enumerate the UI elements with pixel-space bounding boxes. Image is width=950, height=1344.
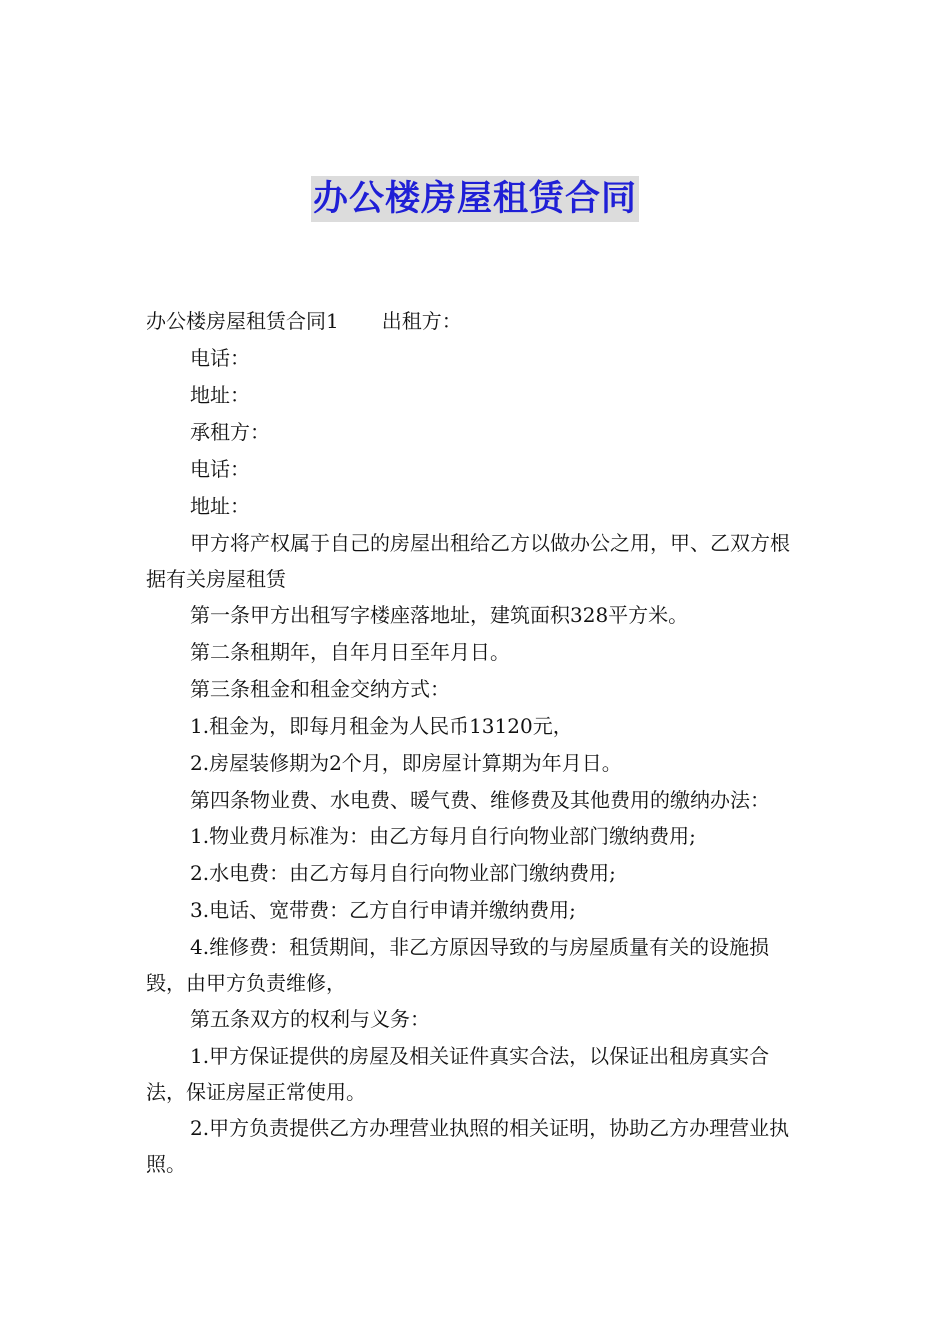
paragraph: 地址： (190, 494, 250, 518)
paragraph: 地址： (190, 383, 250, 407)
paragraph: 2.甲方负责提供乙方办理营业执照的相关证明，协助乙方办理营业执照。 (146, 1116, 790, 1176)
paragraph: 第三条租金和租金交纳方式： (190, 677, 450, 701)
paragraph: 电话： (190, 346, 250, 370)
paragraph: 第一条甲方出租写字楼座落地址，建筑面积328平方米。 (190, 603, 689, 627)
paragraph: 2.水电费：由乙方每月自行向物业部门缴纳费用; (190, 861, 616, 885)
paragraph: 1.租金为，即每月租金为人民币13120元， (190, 714, 573, 738)
paragraph: 3.电话、宽带费：乙方自行申请并缴纳费用; (190, 898, 576, 922)
paragraph: 电话： (190, 457, 250, 481)
heading-line (146, 303, 808, 340)
title-wrap (0, 176, 950, 222)
paragraph: 1.甲方保证提供的房屋及相关证件真实合法，以保证出租房真实合法，保证房屋正常使用。 (146, 1044, 770, 1104)
document-title: 办公楼房屋租赁合同 (311, 176, 639, 222)
paragraph: 第二条租期年，自年月日至年月日。 (190, 640, 510, 664)
paragraph: 2.房屋装修期为2个月，即房屋计算期为年月日。 (190, 751, 622, 775)
paragraph: 第五条双方的权利与义务： (190, 1007, 430, 1031)
paragraph: 甲方将产权属于自己的房屋出租给乙方以做办公之用，甲、乙双方根据有关房屋租赁 (146, 531, 790, 591)
document-body (146, 303, 808, 1182)
paragraph: 1.物业费月标准为：由乙方每月自行向物业部门缴纳费用; (190, 824, 696, 848)
paragraph: 第四条物业费、水电费、暖气费、维修费及其他费用的缴纳办法： (190, 788, 770, 812)
lessor-label: 出租方： (381, 309, 462, 333)
paragraph: 承租方： (190, 420, 270, 444)
contract-heading: 办公楼房屋租赁合同1 (146, 309, 339, 333)
paragraph: 4.维修费：租赁期间，非乙方原因导致的与房屋质量有关的设施损毁，由甲方负责维修， (146, 935, 770, 995)
